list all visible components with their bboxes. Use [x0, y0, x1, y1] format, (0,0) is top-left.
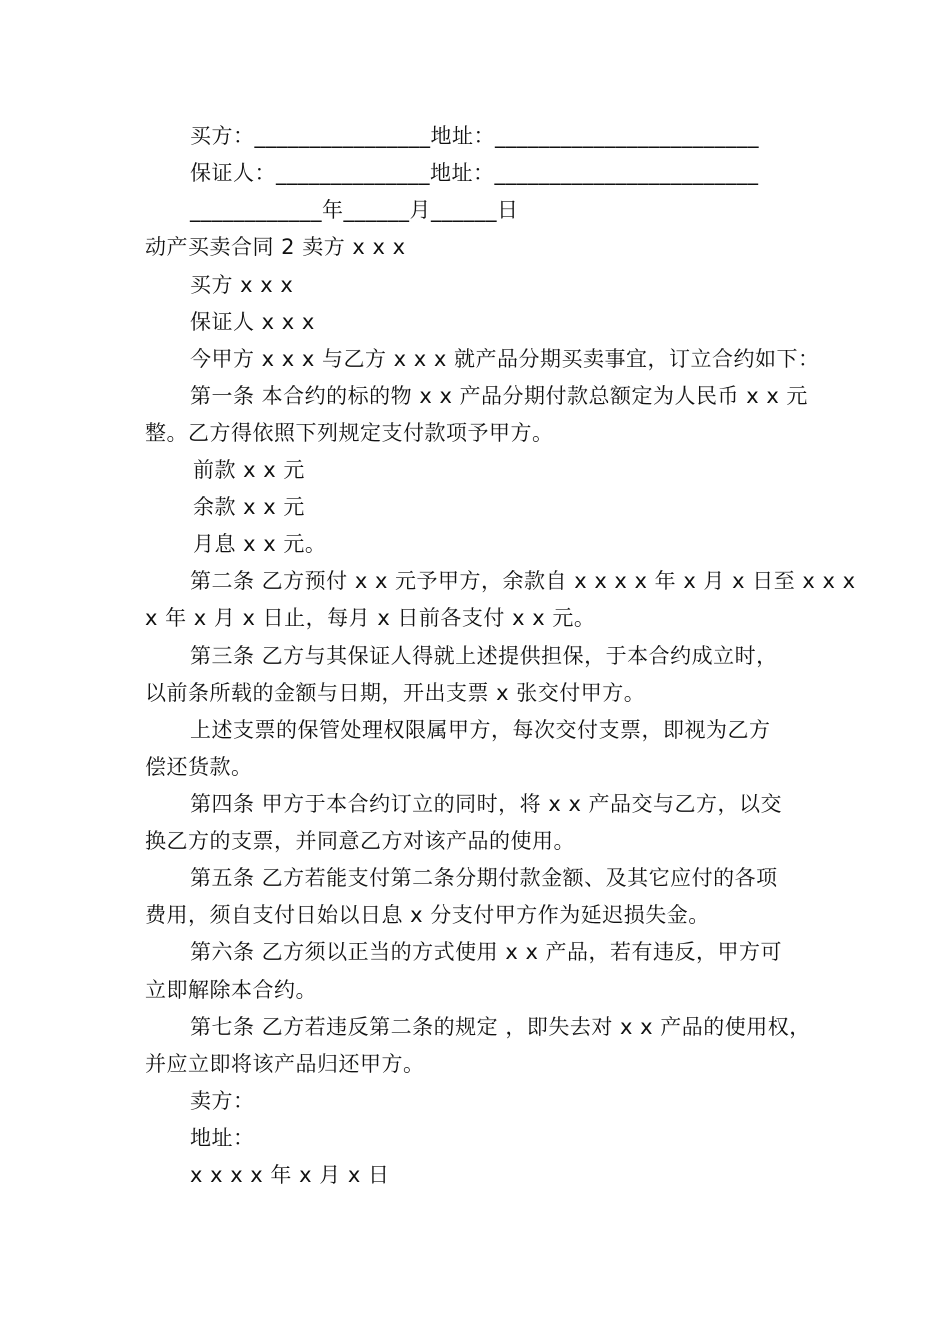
remaining-balance: 余款 x x 元: [193, 495, 305, 519]
monthly-interest: 月息 x x 元。: [193, 532, 327, 556]
article-1-line-1: 第一条 本合约的标的物 x x 产品分期付款总额定为人民币 x x 元: [190, 384, 808, 408]
cheque-clause-line-2: 偿还货款。: [145, 755, 253, 779]
article-6-line-1: 第六条 乙方须以正当的方式使用 x x 产品，若有违反，甲方可: [190, 940, 783, 964]
article-3-line-2: 以前条所载的金额与日期，开出支票 x 张交付甲方。: [145, 681, 646, 705]
guarantor-address-line: 保证人：______________地址：________________________: [190, 161, 759, 185]
article-7-line-1: 第七条 乙方若违反第二条的规定 ，即失去对 x x 产品的使用权，: [190, 1015, 811, 1039]
article-3-line-1: 第三条 乙方与其保证人得就上述提供担保，于本合约成立时，: [190, 644, 778, 668]
article-6-line-2: 立即解除本合约。: [145, 978, 317, 1002]
signing-date: x x x x 年 x 月 x 日: [190, 1163, 390, 1187]
buyer-line: 买方 x x x: [190, 273, 294, 297]
article-2-line-2: x 年 x 月 x 日止，每月 x 日前各支付 x x 元。: [145, 606, 596, 630]
seller-signature: 卖方：: [190, 1089, 255, 1113]
buyer-address-line: 买方：________________地址：________________________: [190, 124, 759, 148]
date-blank-line: ____________年______月______日: [190, 198, 519, 222]
contract-title-seller: 动产买卖合同 2 卖方 x x x: [145, 235, 406, 259]
article-7-line-2: 并应立即将该产品归还甲方。: [145, 1052, 425, 1076]
article-4-line-1: 第四条 甲方于本合约订立的同时，将 x x 产品交与乙方，以交: [190, 792, 783, 816]
article-1-line-2: 整。乙方得依照下列规定支付款项予甲方。: [145, 421, 554, 445]
article-5-line-1: 第五条 乙方若能支付第二条分期付款金额、及其它应付的各项: [190, 866, 778, 890]
seller-address: 地址：: [190, 1126, 255, 1150]
down-payment: 前款 x x 元: [193, 458, 305, 482]
article-2-line-1: 第二条 乙方预付 x x 元予甲方，余款自 x x x x 年 x 月 x 日至 x x x: [190, 569, 856, 593]
article-4-line-2: 换乙方的支票，并同意乙方对该产品的使用。: [145, 829, 575, 853]
cheque-clause-line-1: 上述支票的保管处理权限属甲方，每次交付支票，即视为乙方: [190, 718, 771, 742]
preamble: 今甲方 x x x 与乙方 x x x 就产品分期买卖事宜，订立合约如下：: [190, 347, 820, 371]
guarantor-line: 保证人 x x x: [190, 310, 315, 334]
article-5-line-2: 费用，须自支付日始以日息 x 分支付甲方作为延迟损失金。: [145, 903, 710, 927]
